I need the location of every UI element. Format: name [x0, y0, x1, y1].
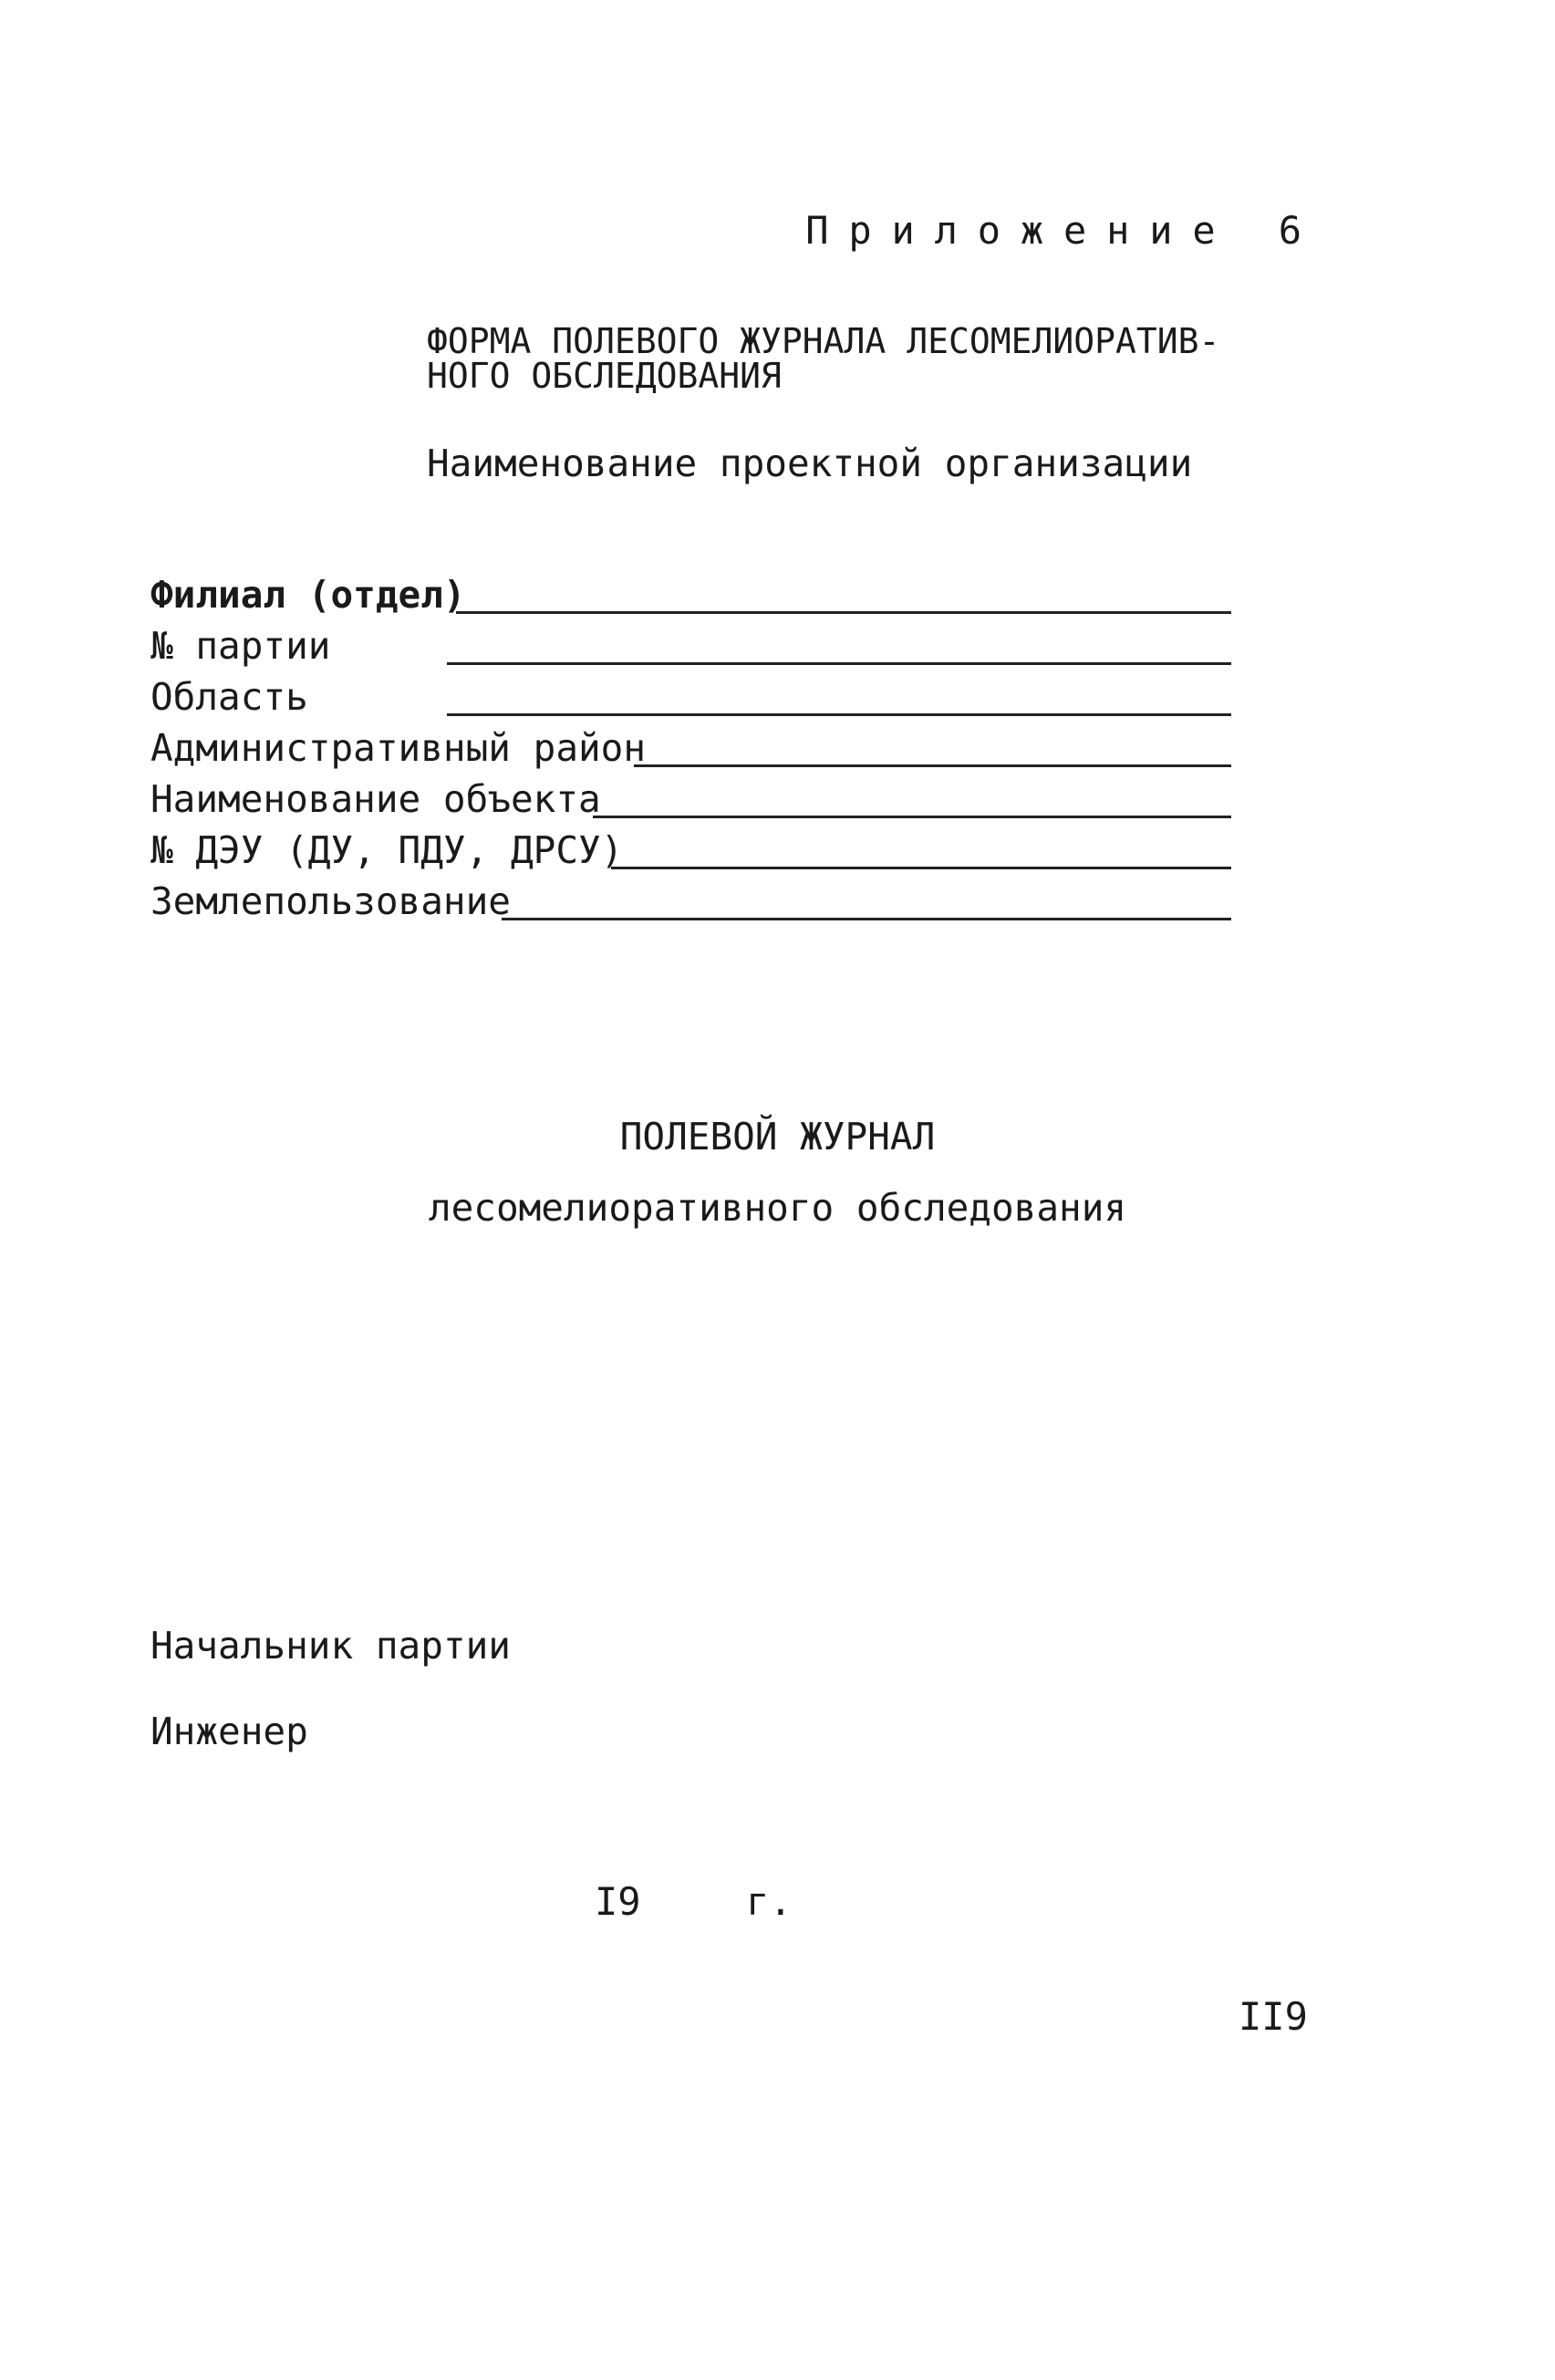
- field-object-name-label: Наименование объекта: [150, 777, 601, 821]
- field-district-label: Административный район: [150, 726, 647, 770]
- field-land-use: [150, 879, 1231, 930]
- field-deu-number-blank-line[interactable]: [611, 867, 1231, 869]
- date-year-prefix: I9: [595, 1879, 641, 1924]
- date-year-suffix: г.: [746, 1879, 793, 1924]
- field-party-number-label: № партии: [150, 624, 331, 668]
- field-object-name: [150, 777, 1231, 828]
- form-title: ФОРМА ПОЛЕВОГО ЖУРНАЛА ЛЕСОМЕЛИОРАТИВ-НОГО ОБСЛЕДОВАНИЯ: [427, 321, 1220, 396]
- field-land-use-label: Землепользование: [150, 879, 511, 923]
- field-branch-label: Филиал (отдел): [150, 573, 466, 617]
- field-party-number: [150, 624, 1231, 675]
- appendix-number: 6: [1278, 208, 1301, 253]
- field-deu-number-label: № ДЭУ (ДУ, ПДУ, ДРСУ): [150, 828, 624, 872]
- appendix-heading: [805, 208, 1301, 253]
- journal-title: ПОЛЕВОЙ ЖУРНАЛ: [619, 1115, 936, 1159]
- field-branch: [150, 573, 1231, 624]
- field-party-number-blank-line[interactable]: [447, 662, 1231, 665]
- signature-engineer-label: Инженер: [150, 1710, 308, 1753]
- field-land-use-blank-line[interactable]: [502, 918, 1231, 920]
- appendix-label: Приложение: [805, 208, 1236, 253]
- field-region-label: Область: [150, 675, 308, 719]
- field-deu-number: [150, 828, 1231, 879]
- field-region-blank-line[interactable]: [447, 713, 1231, 716]
- field-district: [150, 726, 1231, 777]
- field-region: [150, 675, 1231, 726]
- signature-chief-label: Начальник партии: [150, 1624, 511, 1668]
- page-number: II9: [1239, 1994, 1308, 2039]
- organization-name-caption: Наименование проектной организации: [427, 442, 1193, 485]
- field-branch-blank-line[interactable]: [456, 611, 1231, 614]
- journal-subtitle: лесомелиоративного обследования: [428, 1186, 1127, 1230]
- field-object-name-blank-line[interactable]: [593, 816, 1231, 818]
- field-district-blank-line[interactable]: [634, 764, 1231, 767]
